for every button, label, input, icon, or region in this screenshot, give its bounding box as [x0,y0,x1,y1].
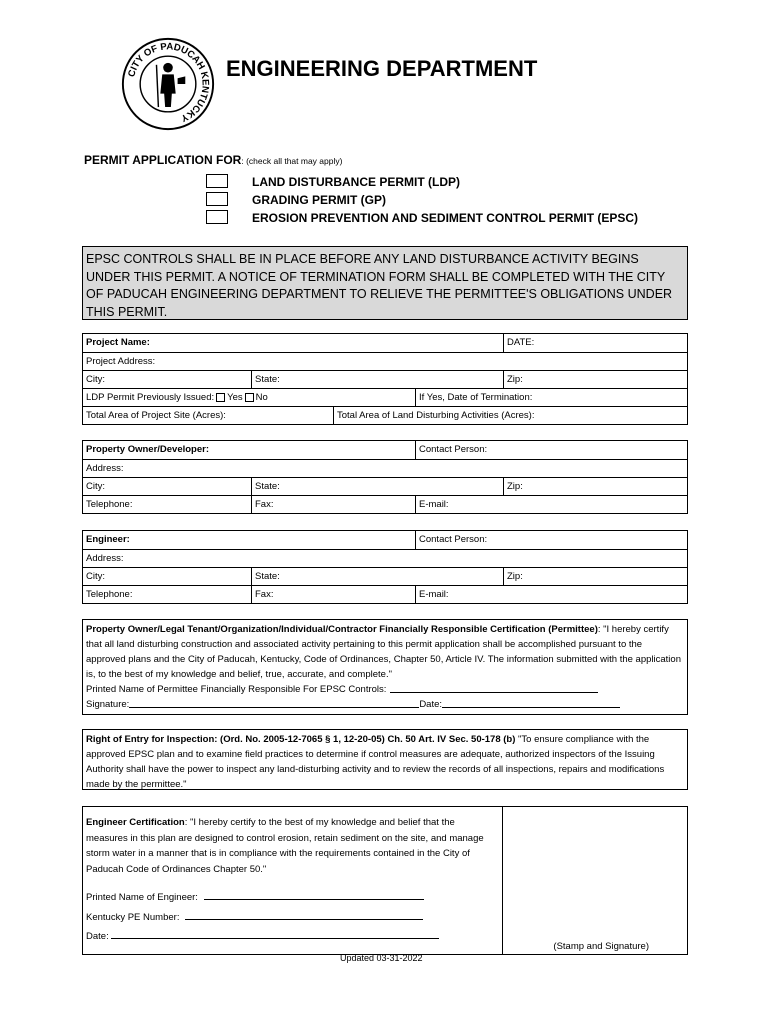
ldp-previous-field [83,389,415,406]
owner-fax-field[interactable]: Fax: [251,496,415,513]
ldp-checkbox[interactable] [206,174,228,188]
owner-address-field[interactable]: Address: [86,463,124,474]
area-row [83,406,687,424]
engineer-date-label: Date: [86,931,109,942]
engineer-date-input[interactable] [111,928,439,939]
engineer-email-field[interactable]: E-mail: [415,586,687,603]
ldp-no-label: No [255,392,268,403]
engineer-city-row [83,567,687,585]
owner-contact-field[interactable]: Contact Person: [415,441,687,459]
owner-heading-row [83,441,687,459]
owner-email-field[interactable]: E-mail: [415,496,687,513]
termination-date-field[interactable]: If Yes, Date of Termination: [415,389,687,406]
project-date-field[interactable]: DATE: [503,334,687,352]
permittee-printed-name-input[interactable] [390,682,598,693]
engineer-cert-statement [83,807,503,954]
engineer-pe-number-line [86,909,499,926]
project-city-row [83,370,687,388]
engineer-cert-heading: Engineer Certification [86,817,185,828]
engineer-address-field[interactable]: Address: [86,553,124,564]
owner-phone-row [83,495,687,513]
gp-option-label: GRADING PERMIT (GP) [252,193,386,207]
right-of-entry-text: "To ensure compliance with the approved EPSC plan and to examine field practices to determine if control measures are adequate, authorized inspectors of the Issuing Authority shall have the power to inspect any land-disturbing activity and to review the records of all inspections, repairs and modifications made by the permittee." [86,734,665,790]
permittee-cert-body: : "I hereby certify that all land disturbing construction and associated activity pertaining to this permit application shall be accomplished pursuant to the approved plans and the City of Paducah, Kentucky, Code of Ordinances, Chapter 50, Article IV. The information submitted with the application is, to the best of my knowledge and belief, true, accurate, and complete." [86,624,681,680]
permit-heading-label: PERMIT APPLICATION FOR [84,153,242,167]
right-of-entry-heading: Right of Entry for Inspection [86,734,215,745]
epsc-checkbox[interactable] [206,210,228,224]
owner-city-row [83,477,687,495]
updated-date: Updated 03-31-2022 [340,953,423,963]
permittee-signature-label: Signature: [86,699,130,710]
stamp-signature-area[interactable] [504,807,687,954]
permittee-cert-text [86,622,684,682]
engineer-pe-number-input[interactable] [185,909,423,920]
engineer-pe-number-label: Kentucky PE Number: [86,911,180,923]
engineer-cert-body: : "I hereby certify to the best of my knowledge and belief that the measures in this plan are designed to control erosion, retain sediment on the site, and manage storm water in a manner that is in compliance with the requirements contained in the City of Paducah Code of Ordinances Chapter 50." [86,817,484,875]
ldp-no-checkbox[interactable] [245,393,254,402]
owner-address-row [83,459,687,477]
epsc-notice: EPSC CONTROLS SHALL BE IN PLACE BEFORE ANY LAND DISTURBANCE ACTIVITY BEGINS UNDER THIS PERMIT. A NOTICE OF TERMINATION FORM SHALL BE COMPLETED WITH THE CITY OF PADUCAH ENGINEERING DEPARTMENT TO RELIEVE THE PERMITTEE'S OBLIGATIONS UNDER THIS PERMIT. [82,246,688,320]
owner-telephone-field[interactable]: Telephone: [86,499,133,510]
project-zip-field[interactable]: Zip: [503,371,687,388]
engineer-printed-name-label: Printed Name of Engineer: [86,892,198,903]
engineer-phone-row [83,585,687,603]
permittee-date-input[interactable] [442,697,620,708]
stamp-signature-label: (Stamp and Signature) [553,941,649,952]
gp-checkbox[interactable] [206,192,228,206]
project-state-field[interactable]: State: [251,371,503,388]
seal-ring-text: CITY OF PADUCAH KENTUCKY [126,41,211,124]
engineer-telephone-field[interactable]: Telephone: [86,589,133,600]
permittee-certification [82,619,688,715]
project-address-row [83,352,687,370]
ldp-previous-row [83,388,687,406]
city-seal-logo [120,36,216,132]
permittee-printed-name-line [86,682,684,697]
engineer-heading-row [83,531,687,549]
right-of-entry-ordinance: : (Ord. No. 2005-12-7065 § 1, 12-20-05) Ch. 50 Art. IV Sec. 50-178 (b) [214,734,516,745]
engineer-printed-name-line [86,889,499,906]
engineer-date-line [86,928,499,945]
permittee-date-label: Date: [419,699,443,710]
ldp-yes-checkbox[interactable] [216,393,225,402]
ldp-yes-label: Yes [227,392,243,403]
engineer-zip-field[interactable]: Zip: [503,568,687,585]
ldp-option-label: LAND DISTURBANCE PERMIT (LDP) [252,175,460,189]
permit-heading [84,153,342,167]
right-of-entry-box [82,729,688,790]
engineer-cert-text [86,815,499,877]
project-city-field[interactable]: City: [86,374,105,385]
project-name-field[interactable]: Project Name: [86,337,150,348]
engineer-name-field[interactable]: Engineer: [86,534,130,545]
engineer-state-field[interactable]: State: [251,568,503,585]
owner-zip-field[interactable]: Zip: [503,478,687,495]
permittee-signature-input[interactable] [129,697,419,708]
engineer-address-row [83,549,687,567]
disturb-area-field[interactable]: Total Area of Land Disturbing Activities (Acres): [333,407,687,424]
owner-info-table [82,440,688,514]
engineer-contact-field[interactable]: Contact Person: [415,531,687,549]
engineer-printed-name-input[interactable] [204,889,424,900]
engineer-info-table [82,530,688,604]
page-title: ENGINEERING DEPARTMENT [226,56,538,81]
engineer-certification [82,806,688,955]
engineer-fax-field[interactable]: Fax: [251,586,415,603]
total-area-field[interactable]: Total Area of Project Site (Acres): [86,410,226,421]
permittee-signature-line [86,697,684,712]
owner-city-field[interactable]: City: [86,481,105,492]
owner-name-field[interactable]: Property Owner/Developer: [86,444,210,455]
project-info-table [82,333,688,425]
epsc-option-label: EROSION PREVENTION AND SEDIMENT CONTROL PERMIT (EPSC) [252,211,639,225]
permittee-printed-name-label: Printed Name of Permittee Financially Responsible For EPSC Controls: [86,684,387,695]
permittee-cert-heading: Property Owner/Legal Tenant/Organization/Individual/Contractor Financially Responsible Certification (Permittee) [86,624,598,635]
ldp-previous-label: LDP Permit Previously Issued: [86,392,215,403]
project-name-row [83,334,687,352]
project-address-field[interactable]: Project Address: [86,356,156,367]
owner-state-field[interactable]: State: [251,478,503,495]
engineer-city-field[interactable]: City: [86,571,105,582]
permit-heading-note: : (check all that may apply) [241,156,343,166]
